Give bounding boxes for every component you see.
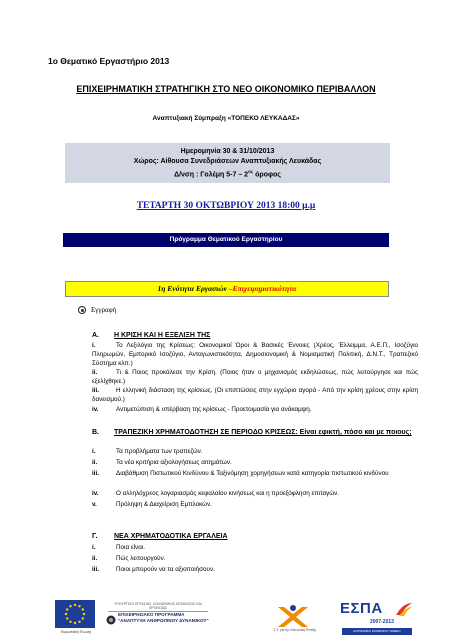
program-banner: Πρόγραμμα Θεματικού Εργαστηρίου — [63, 233, 389, 247]
social-inclusion-logo — [274, 604, 312, 630]
event-dates: Ημερομηνία 30 & 31/10/2013 — [180, 148, 275, 155]
section-b-item-1: i. Τα προβλήματα των τραπεζών. — [92, 448, 203, 455]
section-a-item-3: iii. Η ελληνική διάσταση της κρίσεως. (Οι επιπτώσεις στην εγχώριο αγορά - Από την κρίση χρέους στην κρίση δανεισμού.) — [92, 387, 418, 403]
espa-years: 2007-2013 — [370, 619, 394, 625]
section-a-item-2: ii. Τι & Ποιος προκάλεσε την Κρίση. (Ποιος ήταν ο μηχανισμός εκδηλώσεως, πώς λειτούργησε και πώς εξελίχθηκε.) — [92, 369, 418, 385]
program-label: ΕΠΙΧΕΙΡΗΣΙΑΚΟ ΠΡΟΓΡΑΜΜΑ "ΑΝΑΠΤΥΞΗ ΑΝΘΡΩΠΙΝΟΥ ΔΥΝΑΜΙΚΟΥ" — [118, 612, 209, 623]
page-title: ΕΠΙΧΕΙΡΗΜΑΤΙΚΗ ΣΤΡΑΤΗΓΙΚΗ ΣΤΟ ΝΕΟ ΟΙΚΟΝΟΜΙΚΟ ΠΕΡΙΒΑΛΛΟΝ — [76, 84, 376, 94]
section-b-item-5: v. Πρόληψη & Διαχείριση Εμπλοκών. — [92, 501, 212, 508]
espa-swoosh-icon — [395, 601, 413, 622]
section-c-item-2: ii. Πώς λειτουργούν. — [92, 555, 166, 562]
section-a-title: Α. Η ΚΡΙΣΗ ΚΑΙ Η ΕΞΕΛΙΞΗ ΤΗΣ — [92, 332, 211, 339]
unit-banner — [65, 281, 389, 297]
event-info-box — [65, 143, 390, 183]
ministry-label: ΥΠΟΥΡΓΕΙΟ ΕΡΓΑΣΙΑΣ, ΚΟΙΝΩΝΙΚΗΣ ΑΣΦΑΛΙΣΗΣ ΚΑΙ ΠΡΟΝΟΙΑΣ — [108, 602, 208, 612]
social-inclusion-label: Σ.Υ. για την Κοινωνική Ένταξη — [273, 628, 317, 632]
eu-label: Ευρωπαϊκή Ένωση — [60, 630, 92, 634]
session-date: ΤΕΤΑΡΤΗ 30 ΟΚΤΩΒΡΙΟΥ 2013 18:00 μ.μ — [136, 201, 316, 211]
event-address: Δ/νση : Γολέμη $5-7 - 2^{o\varsigma}$ όροφος — [174, 169, 281, 179]
unit-topic: –Επιχειρηματικότητα — [228, 284, 297, 293]
event-venue: Χώρος: Αίθουσα Συνεδριάσεων Αναπτυξιακής Λευκάδας — [133, 158, 322, 165]
espa-fund-bar: ΕΥΡΩΠΑΪΚΟ ΚΟΙΝΩΝΙΚΟ ΤΑΜΕΙΟ — [342, 628, 412, 635]
section-a-item-1: i. Το Λεξιλόγιο της Κρίσεως: Οικονομικοί Όροι & Βασικές Έννοιες (Χρέος, Έλλειμμα, Α.Ε.Π., Ισοζύγιο Πληρωμών, Εμπορικό Ισοζύγιο, Ανταγωνιστικότητα, Δημοσιονομική & Νομισματική Πολιτική, Δ.Ν.Τ., Τραπεζικό Σύστημα κλπ.) — [92, 342, 418, 367]
bullet-icon — [78, 306, 86, 314]
program-logo-icon — [106, 612, 116, 630]
section-b-title: Β. ΤΡΑΠΕΖΙΚΗ ΧΡΗΜΑΤΟΔΟΤΗΣΗ ΣΕ ΠΕΡΙΟΔΟ ΚΡΙΣΕΩΣ: Είναι εφικτή, πόσο και με ποιους; — [92, 429, 412, 436]
espa-logo-text: ΕΣΠΑ — [340, 600, 383, 617]
partnership-subtitle: Αναπτυξιακή Σύμπραξη «ΤΟΠΕΚΟ ΛΕΥΚΑΔΑΣ» — [152, 115, 300, 122]
section-b-item-4: iv. Ο αλληλόχρεος λογαριασμός κεφαλαίου κινήσεως και η προεξόφληση επιταγών. — [92, 490, 340, 497]
section-b-item-2: ii. Τα νέα κριτήρια αξιολογήσεως αιτημάτων. — [92, 459, 232, 466]
unit-prefix: 1η Ενότητα Εργασιών — [157, 284, 229, 293]
workshop-label: 1ο Θεματικό Εργαστήριο 2013 — [48, 56, 170, 66]
section-b-item-3: iii. Διαβάθμιση Πιστωτικού Κινδύνου & Ταξινόμηση χορηγήσεων κατά κατηγορία πιστωτικού κινδύνου — [92, 470, 389, 477]
section-c-title: Γ. ΝΕΑ ΧΡΗΜΑΤΟΔΟΤΙΚΑ ΕΡΓΑΛΕΙΑ — [92, 533, 228, 540]
registration-item — [78, 306, 116, 314]
eu-flag-logo — [55, 600, 95, 628]
section-c-item-1: i. Ποια είναι. — [92, 544, 145, 551]
section-c-item-3: iii. Ποιοι μπορούν να τα αξιοποιήσουν. — [92, 566, 215, 573]
registration-label: Εγγραφή — [91, 306, 117, 314]
section-a-item-4: iv. Αντιμετώπιση & υπέρβαση της κρίσεως - Προετοιμασία για ανάκαμψη. — [92, 406, 312, 413]
